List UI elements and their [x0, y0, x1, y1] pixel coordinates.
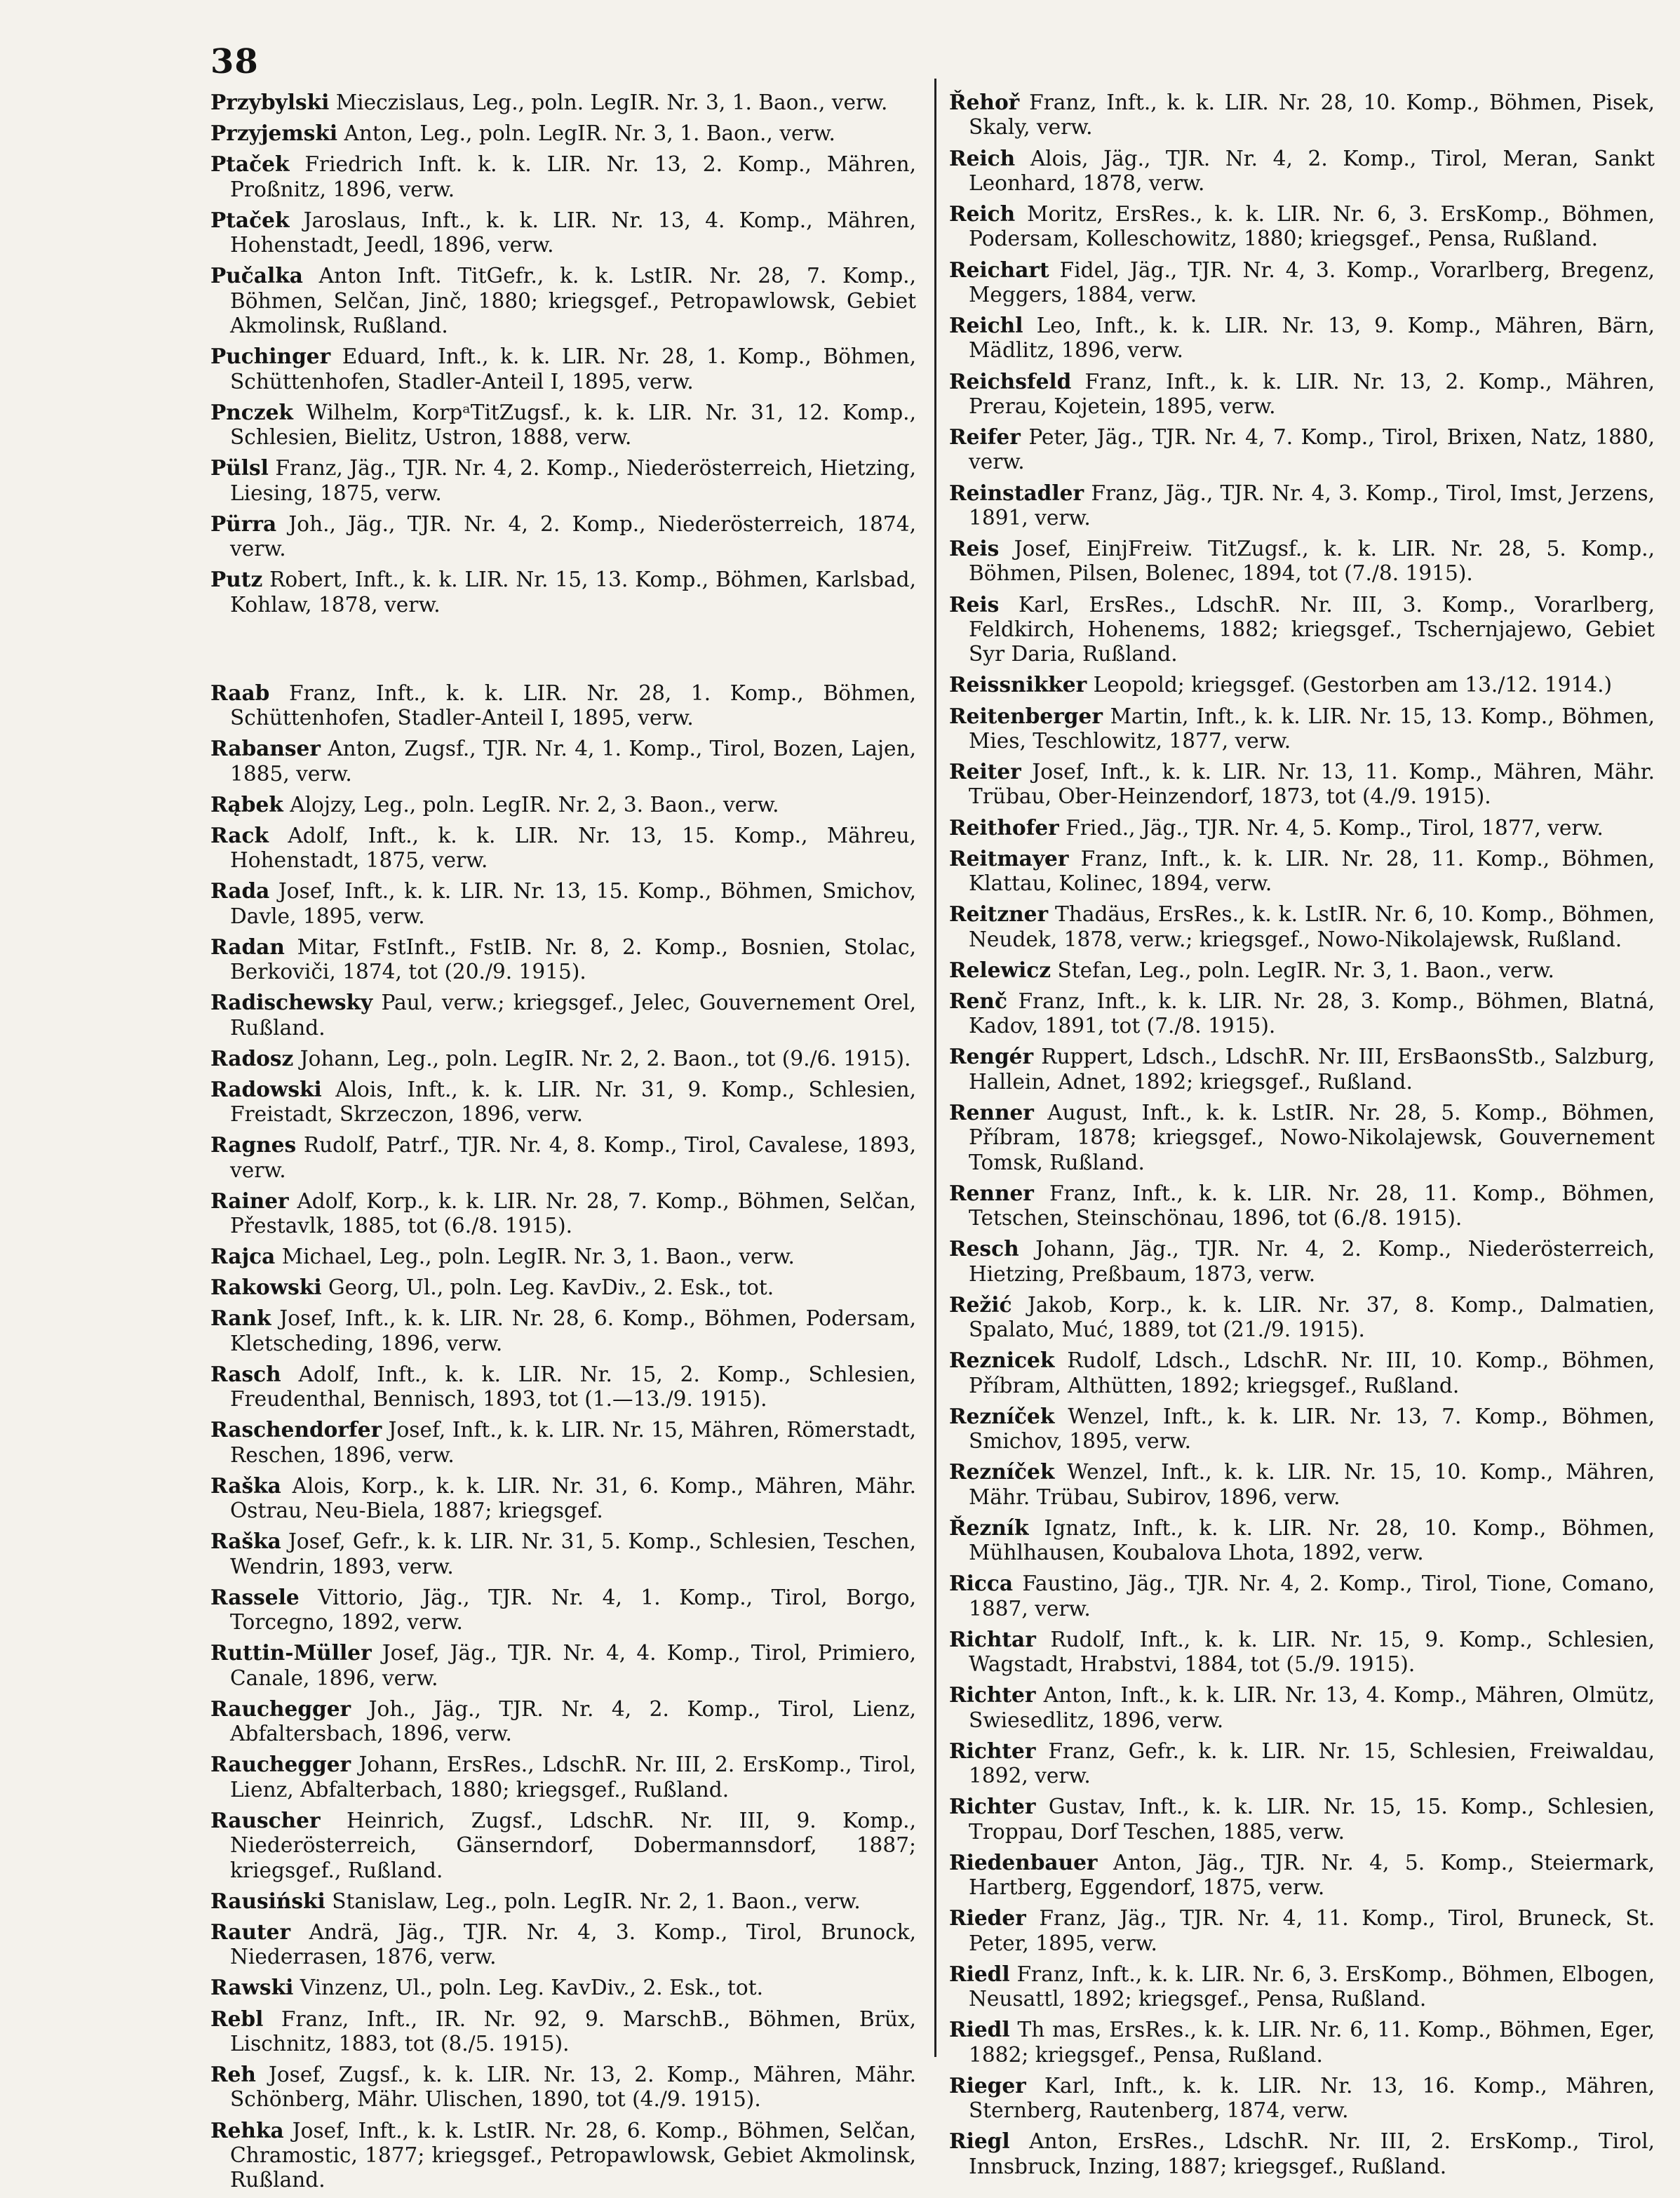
entry-surname: Radowski	[210, 1076, 322, 1101]
list-item	[210, 823, 916, 873]
list-item	[949, 1627, 1655, 1677]
entry-surname: Raab	[210, 680, 270, 705]
entry-surname: Riedl	[949, 2017, 1010, 2042]
entry-details: Josef, Gefr., k. k. LIR. Nr. 31, 5. Komp., Schlesien, Teschen, Wendrin, 1893, verw.	[230, 1529, 916, 1579]
entry-details: Mieczislaus, Leg., poln. LegIR. Nr. 3, 1. Baon., verw.	[335, 91, 888, 114]
list-item	[949, 958, 1655, 983]
list-item	[210, 2118, 916, 2193]
entry-details: Wenzel, Inft., k. k. LIR. Nr. 13, 7. Komp., Böhmen, Smichov, 1895, verw.	[969, 1404, 1655, 1453]
entry-surname: Ricca	[949, 1571, 1014, 1596]
list-item	[210, 1362, 916, 1412]
entry-surname: Putz	[210, 567, 263, 592]
list-item	[210, 1585, 916, 1635]
list-item	[949, 1459, 1655, 1510]
entry-surname: Rasch	[210, 1361, 281, 1386]
entry-details: Franz, Inft., k. k. LIR. Nr. 6, 3. ErsKomp., Böhmen, Elbogen, Neusattl, 1892; kriegsgef., Pensa, Rußland.	[969, 1962, 1655, 2011]
list-item	[210, 263, 916, 338]
list-item	[949, 1348, 1655, 1398]
entry-surname: Rajca	[210, 1244, 276, 1269]
entry-details: Martin, Inft., k. k. LIR. Nr. 15, 13. Komp., Böhmen, Mies, Teschlowitz, 1877, verw.	[969, 704, 1655, 753]
list-item	[949, 2129, 1655, 2179]
entry-details: Anton, Inft., k. k. LIR. Nr. 13, 4. Komp., Mähren, Olmütz, Swiesedlitz, 1896, verw.	[969, 1683, 1655, 1732]
list-item	[210, 1132, 916, 1183]
list-item	[210, 511, 916, 562]
entry-surname: Relewicz	[949, 957, 1051, 982]
entry-surname: Reitenberger	[949, 703, 1103, 728]
entry-details: Johann, Leg., poln. LegIR. Nr. 2, 2. Baon., tot (9./6. 1915).	[300, 1046, 911, 1071]
entry-details: Heinrich, Zugsf., LdschR. Nr. III, 9. Komp., Niederösterreich, Gänserndorf, Dobermannsdorf, 1887; kriegsgef., Rußland.	[230, 1808, 916, 1882]
entry-details: Stefan, Leg., poln. LegIR. Nr. 3, 1. Baon., verw.	[1057, 958, 1554, 982]
entry-surname: Reitmayer	[949, 845, 1069, 871]
entry-details: Vittorio, Jäg., TJR. Nr. 4, 1. Komp., Tirol, Borgo, Torcegno, 1892, verw.	[230, 1585, 916, 1635]
entry-surname: Pürra	[210, 511, 277, 536]
entry-details: Joh., Jäg., TJR. Nr. 4, 2. Komp., Tirol, Lienz, Abfaltersbach, 1896, verw.	[230, 1696, 916, 1746]
entry-details: Franz, Inft., k. k. LIR. Nr. 28, 3. Komp., Böhmen, Blatná, Kadov, 1891, tot (7./8. 1915).	[969, 989, 1655, 1038]
entry-details: Anton, ErsRes., LdschR. Nr. III, 2. ErsKomp., Tirol, Innsbruck, Inzing, 1887; kriegsgef., Rußland.	[969, 2129, 1655, 2178]
list-item	[949, 481, 1655, 531]
entry-details: Ignatz, Inft., k. k. LIR. Nr. 28, 10. Komp., Böhmen, Mühlhausen, Koubalova Lhota, 1892, verw.	[969, 1515, 1655, 1564]
entry-details: Josef, Inft., k. k. LIR. Nr. 15, Mähren, Römerstadt, Reschen, 1896, verw.	[230, 1418, 916, 1467]
entry-surname: Ptaček	[210, 152, 290, 177]
entry-surname: Pučalka	[210, 263, 303, 288]
list-item	[949, 592, 1655, 667]
entry-details: Jaroslaus, Inft., k. k. LIR. Nr. 13, 4. Komp., Mähren, Hohenstadt, Jeedl, 1896, verw.	[230, 208, 916, 257]
entry-details: Rudolf, Patrf., TJR. Nr. 4, 8. Komp., Tirol, Cavalese, 1893, verw.	[230, 1133, 916, 1182]
list-item	[949, 989, 1655, 1039]
left-entries-r	[210, 681, 916, 2193]
entry-surname: Reithofer	[949, 815, 1059, 840]
list-item	[949, 1794, 1655, 1844]
right-entries-r	[949, 90, 1655, 2179]
entry-details: Josef, Inft., k. k. LIR. Nr. 28, 6. Komp., Böhmen, Podersam, Kletscheding, 1896, verw.	[230, 1306, 916, 1355]
entry-details: Anton, Zugsf., TJR. Nr. 4, 1. Komp., Tirol, Bozen, Lajen, 1885, verw.	[230, 737, 916, 786]
entry-details: Peter, Jäg., TJR. Nr. 4, 7. Komp., Tirol, Brixen, Natz, 1880, verw.	[969, 425, 1655, 474]
list-item	[210, 878, 916, 929]
entry-details: Paul, verw.; kriegsgef., Jelec, Gouvernement Orel, Rußland.	[230, 991, 916, 1040]
list-item	[210, 1808, 916, 1883]
page-number: 38	[210, 42, 259, 81]
entry-details: Ruppert, Ldsch., LdschR. Nr. III, ErsBaonsStb., Salzburg, Hallein, Adnet, 1892; kriegsgef., Rußland.	[969, 1045, 1655, 1094]
list-item	[210, 1077, 916, 1127]
entry-details: Rudolf, Ldsch., LdschR. Nr. III, 10. Komp., Böhmen, Příbram, Althütten, 1892; kriegsgef., Rußland.	[969, 1348, 1655, 1398]
list-item	[210, 1188, 916, 1239]
entry-surname: Reichsfeld	[949, 368, 1072, 394]
entry-surname: Pnczek	[210, 399, 293, 424]
entry-surname: Rehka	[210, 2117, 284, 2143]
entry-details: Rudolf, Inft., k. k. LIR. Nr. 15, 9. Komp., Schlesien, Wagstadt, Hrabstvi, 1884, tot (5./9. 1915).	[969, 1627, 1655, 1676]
entry-details: Joh., Jäg., TJR. Nr. 4, 2. Komp., Niederösterreich, 1874, verw.	[230, 511, 916, 561]
entry-details: Thadäus, ErsRes., k. k. LstIR. Nr. 6, 10. Komp., Böhmen, Neudek, 1878, verw.; kriegsgef., Nowo-Nikolajewsk, Rußland.	[969, 902, 1655, 951]
entry-details: Franz, Jäg., TJR. Nr. 4, 11. Komp., Tirol, Bruneck, St. Peter, 1895, verw.	[969, 1906, 1655, 1955]
list-item	[949, 1044, 1655, 1094]
entry-details: Josef, Inft., k. k. LIR. Nr. 13, 15. Komp., Böhmen, Smichov, Davle, 1895, verw.	[230, 879, 916, 928]
list-item	[210, 681, 916, 731]
list-item	[210, 567, 916, 617]
list-item	[210, 1046, 916, 1071]
entry-details: Johann, ErsRes., LdschR. Nr. III, 2. ErsKomp., Tirol, Lienz, Abfalterbach, 1880; kriegsgef., Rußland.	[230, 1753, 916, 1802]
list-item	[210, 455, 916, 506]
entry-surname: Řezník	[949, 1515, 1029, 1540]
list-item	[949, 146, 1655, 196]
entry-surname: Renner	[949, 1099, 1034, 1125]
entry-surname: Riegl	[949, 2129, 1010, 2154]
entry-details: Karl, ErsRes., LdschR. Nr. III, 3. Komp., Vorarlberg, Feldkirch, Hohenems, 1882; kriegsgef., Tschernjajewo, Gebiet Syr Daria, Rußland.	[969, 592, 1655, 666]
entry-details: Vinzenz, Ul., poln. Leg. KavDiv., 2. Esk., tot.	[300, 1976, 764, 2000]
entry-surname: Reiter	[949, 759, 1021, 784]
entry-details: Franz, Inft., IR. Nr. 92, 9. MarschB., Böhmen, Brüx, Lischnitz, 1883, tot (8./5. 1915).	[230, 2006, 916, 2056]
entry-surname: Pülsl	[210, 455, 269, 481]
entry-details: Leopold; kriegsgef. (Gestorben am 13./12. 1914.)	[1093, 673, 1613, 697]
list-item	[949, 1571, 1655, 1621]
entry-surname: Reissnikker	[949, 672, 1087, 697]
entry-details: Andrä, Jäg., TJR. Nr. 4, 3. Komp., Tirol, Brunock, Niederrasen, 1876, verw.	[230, 1919, 916, 1969]
list-item	[210, 792, 916, 817]
entry-surname: Reis	[949, 536, 1000, 561]
list-item	[210, 90, 916, 115]
list-item	[210, 152, 916, 202]
entry-surname: Richtar	[949, 1626, 1036, 1651]
entry-details: Josef, Inft., k. k. LstIR. Nr. 28, 6. Komp., Böhmen, Selčan, Chramostic, 1877; kriegsgef., Petropawlowsk, Gebiet Akmolinsk, Rußland.	[230, 2118, 916, 2192]
list-item	[949, 1738, 1655, 1789]
entry-details: Alois, Inft., k. k. LIR. Nr. 31, 9. Komp., Schlesien, Freistadt, Skrzeczon, 1896, verw.	[230, 1077, 916, 1127]
entry-details: Franz, Inft., k. k. LIR. Nr. 28, 1. Komp., Böhmen, Schüttenhofen, Stadler-Anteil I, 1895, verw.	[230, 681, 916, 730]
section-gap	[210, 623, 916, 681]
entry-surname: Riedenbauer	[949, 1849, 1098, 1875]
entry-surname: Reh	[210, 2062, 256, 2087]
list-item	[210, 736, 916, 786]
list-item	[949, 1100, 1655, 1175]
list-item	[210, 1306, 916, 1356]
column-divider	[934, 79, 936, 2057]
left-entries-p	[210, 90, 916, 617]
entry-details: Stanislaw, Leg., poln. LegIR. Nr. 2, 1. Baon., verw.	[332, 1889, 861, 1913]
entry-details: Fidel, Jäg., TJR. Nr. 4, 3. Komp., Vorarlberg, Bregenz, Meggers, 1884, verw.	[969, 257, 1655, 307]
entry-details: Georg, Ul., poln. Leg. KavDiv., 2. Esk., tot.	[328, 1275, 774, 1300]
list-item	[210, 1275, 916, 1300]
entry-surname: Rack	[210, 822, 269, 847]
list-item	[210, 1529, 916, 1579]
entry-details: Franz, Inft., k. k. LIR. Nr. 13, 2. Komp., Mähren, Prerau, Kojetein, 1895, verw.	[969, 369, 1655, 418]
entry-details: Josef, Inft., k. k. LIR. Nr. 13, 11. Komp., Mähren, Mähr. Trübau, Ober-Heinzendorf, 1873, tot (4./9. 1915).	[969, 760, 1655, 809]
list-item	[949, 1404, 1655, 1454]
entry-details: Eduard, Inft., k. k. LIR. Nr. 28, 1. Komp., Böhmen, Schüttenhofen, Stadler-Anteil I, 1895, verw.	[230, 344, 916, 394]
entry-surname: Ragnes	[210, 1132, 297, 1158]
entry-details: August, Inft., k. k. LstIR. Nr. 28, 5. Komp., Böhmen, Příbram, 1878; kriegsgef., Nowo-Nikolajewsk, Gouvernement Tomsk, Rußland.	[969, 1100, 1655, 1174]
list-item	[949, 536, 1655, 587]
list-item	[210, 1473, 916, 1524]
list-item	[949, 424, 1655, 475]
entry-details: Th mas, ErsRes., k. k. LIR. Nr. 6, 11. Komp., Böhmen, Eger, 1882; kriegsgef., Pensa, Rußland.	[969, 2018, 1655, 2067]
entry-surname: Rauscher	[210, 1807, 321, 1832]
list-item	[210, 934, 916, 985]
entry-details: Anton Inft. TitGefr., k. k. LstIR. Nr. 28, 7. Komp., Böhmen, Selčan, Jinč, 1880; kriegsgef., Petropawlowsk, Gebiet Akmolinsk, Rußland.	[230, 264, 916, 337]
list-item	[949, 1292, 1655, 1343]
entry-details: Karl, Inft., k. k. LIR. Nr. 13, 16. Komp., Mähren, Sternberg, Rautenberg, 1874, verw.	[969, 2073, 1655, 2122]
entry-surname: Renner	[949, 1180, 1034, 1205]
list-item	[949, 672, 1655, 697]
list-item	[949, 1236, 1655, 1287]
entry-surname: Richter	[949, 1738, 1036, 1763]
entry-details: Adolf, Korp., k. k. LIR. Nr. 28, 7. Komp., Böhmen, Selčan, Přestavlk, 1885, tot (6./8. 1915).	[230, 1188, 916, 1238]
list-item	[949, 1181, 1655, 1231]
list-item	[949, 902, 1655, 952]
entry-details: Anton, Leg., poln. LegIR. Nr. 3, 1. Baon., verw.	[344, 121, 835, 146]
entry-details: Gustav, Inft., k. k. LIR. Nr. 15, 15. Komp., Schlesien, Troppau, Dorf Teschen, 1885, verw.	[969, 1795, 1655, 1844]
entry-surname: Řehoř	[949, 90, 1020, 114]
list-item	[210, 2062, 916, 2112]
entry-details: Johann, Jäg., TJR. Nr. 4, 2. Komp., Niederösterreich, Hietzing, Preßbaum, 1873, verw.	[969, 1237, 1655, 1286]
list-item	[210, 1244, 916, 1269]
entry-surname: Rawski	[210, 1975, 294, 2000]
entry-details: Anton, Jäg., TJR. Nr. 4, 5. Komp., Steiermark, Hartberg, Eggendorf, 1875, verw.	[969, 1850, 1655, 1899]
list-item	[949, 201, 1655, 252]
entry-details: Mitar, FstInft., FstIB. Nr. 8, 2. Komp., Bosnien, Stolac, Berkoviči, 1874, tot (20./9. 1915).	[230, 934, 916, 984]
entry-surname: Resch	[949, 1236, 1019, 1261]
entry-surname: Rieger	[949, 2072, 1026, 2098]
entry-surname: Reichart	[949, 257, 1049, 282]
entry-surname: Rainer	[210, 1188, 289, 1213]
entry-surname: Renč	[949, 988, 1007, 1013]
list-item	[949, 1682, 1655, 1733]
entry-surname: Rank	[210, 1306, 271, 1331]
list-item	[210, 1696, 916, 1747]
entry-surname: Riedl	[949, 1961, 1010, 1986]
entry-details: Franz, Inft., k. k. LIR. Nr. 28, 11. Komp., Böhmen, Tetschen, Steinschönau, 1896, tot (6./8. 1915).	[969, 1181, 1655, 1230]
list-item	[210, 400, 916, 450]
entry-details: Jakob, Korp., k. k. LIR. Nr. 37, 8. Komp., Dalmatien, Spalato, Muć, 1889, tot (21./9. 1915).	[969, 1292, 1655, 1341]
entry-surname: Rausiński	[210, 1888, 325, 1913]
list-item	[210, 2006, 916, 2057]
entry-details: Franz, Inft., k. k. LIR. Nr. 28, 11. Komp., Böhmen, Klattau, Kolinec, 1894, verw.	[969, 846, 1655, 895]
list-item	[949, 759, 1655, 810]
entry-surname: Režić	[949, 1292, 1012, 1317]
entry-details: Franz, Gefr., k. k. LIR. Nr. 15, Schlesien, Freiwaldau, 1892, verw.	[969, 1738, 1655, 1788]
list-item	[210, 1417, 916, 1468]
list-item	[949, 1850, 1655, 1901]
entry-details: Moritz, ErsRes., k. k. LIR. Nr. 6, 3. ErsKomp., Böhmen, Podersam, Kolleschowitz, 1880; kriegsgef., Pensa, Rußland.	[969, 202, 1655, 251]
list-item	[210, 1975, 916, 2000]
list-item	[210, 208, 916, 258]
list-item	[210, 121, 916, 146]
list-item	[949, 846, 1655, 897]
entry-surname: Rauchegger	[210, 1696, 351, 1721]
right-column	[949, 90, 1655, 2185]
entry-details: Fried., Jäg., TJR. Nr. 4, 5. Komp., Tirol, 1877, verw.	[1066, 815, 1604, 840]
list-item	[210, 990, 916, 1040]
list-item	[210, 1640, 916, 1691]
entry-surname: Przybylski	[210, 90, 330, 114]
left-column	[210, 90, 916, 2198]
list-item	[949, 90, 1655, 140]
entry-surname: Rakowski	[210, 1275, 322, 1300]
entry-details: Alois, Korp., k. k. LIR. Nr. 31, 6. Komp., Mähren, Mähr. Ostrau, Neu-Biela, 1887; kriegsgef.	[230, 1473, 916, 1523]
entry-surname: Radan	[210, 934, 285, 959]
entry-details: Josef, Jäg., TJR. Nr. 4, 4. Komp., Tirol, Primiero, Canale, 1896, verw.	[230, 1641, 916, 1690]
entry-surname: Rąbek	[210, 791, 283, 817]
entry-surname: Reis	[949, 591, 1000, 617]
entry-surname: Rezníček	[949, 1403, 1055, 1428]
list-item	[210, 1919, 916, 1970]
entry-details: Robert, Inft., k. k. LIR. Nr. 15, 13. Komp., Böhmen, Karlsbad, Kohlaw, 1878, verw.	[230, 568, 916, 617]
entry-surname: Radischewsky	[210, 990, 373, 1015]
entry-surname: Rauchegger	[210, 1752, 351, 1777]
list-item	[210, 1752, 916, 1802]
entry-surname: Reifer	[949, 424, 1021, 449]
entry-surname: Rieder	[949, 1905, 1026, 1931]
entry-details: Faustino, Jäg., TJR. Nr. 4, 2. Komp., Tirol, Tione, Comano, 1887, verw.	[969, 1572, 1655, 1621]
entry-details: Josef, Zugsf., k. k. LIR. Nr. 13, 2. Komp., Mähren, Mähr. Schönberg, Mähr. Ulischen, 1890, tot (4./9. 1915).	[230, 2063, 916, 2112]
entry-surname: Ruttin-Müller	[210, 1640, 372, 1666]
entry-surname: Raška	[210, 1473, 281, 1498]
entry-surname: Richter	[949, 1794, 1036, 1819]
entry-surname: Puchinger	[210, 344, 331, 369]
entry-surname: Rabanser	[210, 736, 321, 761]
entry-surname: Reich	[949, 145, 1016, 170]
entry-surname: Radosz	[210, 1045, 294, 1071]
entry-surname: Reinstadler	[949, 480, 1084, 505]
entry-surname: Reznicek	[949, 1348, 1055, 1373]
entry-surname: Rebl	[210, 2006, 264, 2031]
list-item	[949, 1962, 1655, 2012]
entry-surname: Przyjemski	[210, 121, 338, 146]
entry-details: Franz, Inft., k. k. LIR. Nr. 28, 10. Komp., Böhmen, Pisek, Skaly, verw.	[969, 91, 1655, 140]
entry-details: Michael, Leg., poln. LegIR. Nr. 3, 1. Baon., verw.	[281, 1245, 795, 1269]
entry-surname: Rezníček	[949, 1459, 1055, 1485]
entry-surname: Rengér	[949, 1044, 1034, 1069]
entry-surname: Reichl	[949, 313, 1023, 337]
entry-details: Leo, Inft., k. k. LIR. Nr. 13, 9. Komp., Mähren, Bärn, Mädlitz, 1896, verw.	[969, 314, 1655, 363]
entry-details: Josef, EinjFreiw. TitZugsf., k. k. LIR. Nr. 28, 5. Komp., Böhmen, Pilsen, Bolenec, 1894, tot (7./8. 1915).	[969, 537, 1655, 586]
list-item	[949, 1515, 1655, 1566]
list-item	[949, 2017, 1655, 2068]
list-item	[949, 1905, 1655, 1956]
entry-details: Adolf, Inft., k. k. LIR. Nr. 15, 2. Komp., Schlesien, Freudenthal, Bennisch, 1893, tot (1.—13./9. 1915).	[230, 1362, 916, 1412]
list-item	[949, 815, 1655, 840]
entry-details: Franz, Jäg., TJR. Nr. 4, 3. Komp., Tirol, Imst, Jerzens, 1891, verw.	[969, 481, 1655, 530]
entry-surname: Rada	[210, 878, 270, 904]
list-item	[949, 257, 1655, 308]
entry-surname: Ptaček	[210, 207, 290, 232]
list-item	[210, 344, 916, 394]
list-item	[949, 704, 1655, 754]
entry-surname: Raschendorfer	[210, 1417, 382, 1442]
entry-details: Alois, Jäg., TJR. Nr. 4, 2. Komp., Tirol, Meran, Sankt Leonhard, 1878, verw.	[969, 146, 1655, 195]
entry-surname: Rassele	[210, 1584, 300, 1609]
entry-surname: Raška	[210, 1529, 281, 1554]
entry-details: Wilhelm, KorpᵃTitZugsf., k. k. LIR. Nr. 31, 12. Komp., Schlesien, Bielitz, Ustron, 1888, verw.	[230, 400, 916, 449]
entry-details: Franz, Jäg., TJR. Nr. 4, 2. Komp., Niederösterreich, Hietzing, Liesing, 1875, verw.	[230, 456, 916, 505]
list-item	[949, 313, 1655, 363]
list-item	[949, 2073, 1655, 2124]
entry-details: Wenzel, Inft., k. k. LIR. Nr. 15, 10. Komp., Mähren, Mähr. Trübau, Subirov, 1896, verw.	[969, 1460, 1655, 1509]
entry-surname: Reich	[949, 201, 1016, 226]
entry-surname: Rauter	[210, 1919, 291, 1944]
entry-details: Friedrich Inft. k. k. LIR. Nr. 13, 2. Komp., Mähren, Proßnitz, 1896, verw.	[230, 152, 916, 201]
entry-surname: Reitzner	[949, 902, 1049, 927]
entry-details: Alojzy, Leg., poln. LegIR. Nr. 2, 3. Baon., verw.	[290, 792, 779, 817]
entry-surname: Richter	[949, 1682, 1036, 1708]
list-item	[949, 369, 1655, 420]
list-item	[210, 1889, 916, 1914]
entry-details: Adolf, Inft., k. k. LIR. Nr. 13, 15. Komp., Mähreu, Hohenstadt, 1875, verw.	[230, 823, 916, 873]
